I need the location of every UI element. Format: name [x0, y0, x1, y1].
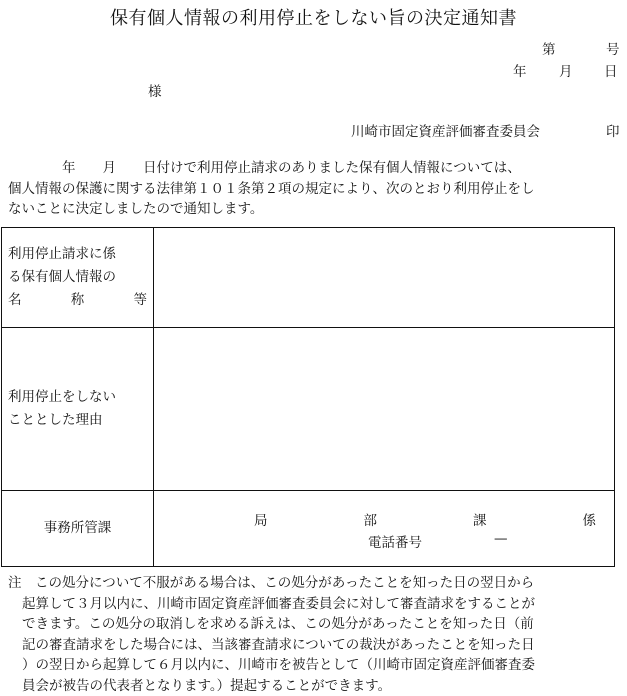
table-row-reason: [2, 328, 615, 491]
label-line: 利用停止請求に係: [8, 243, 147, 266]
label-line: る保有個人情報の: [8, 266, 147, 289]
date-month: 月: [559, 60, 573, 80]
unit-bu: 部: [364, 509, 378, 529]
label-line-spread: [8, 289, 147, 312]
date-year: 年: [513, 60, 527, 80]
body-line-3: ないことに決定しましたので通知します。: [8, 199, 620, 220]
phone-label: 電話番号: [368, 531, 422, 551]
label-target-info: [2, 228, 154, 328]
seal-in: 印: [606, 120, 620, 140]
unit-ka: 課: [473, 509, 487, 529]
note-line: ）の翌日から起算して６月以内に、川崎市を被告として（川崎市固定資産評価審査委: [8, 655, 620, 676]
date-day: 日: [604, 60, 618, 80]
label-char: 称: [71, 289, 85, 312]
label-reason: [2, 328, 154, 491]
label-char: 等: [134, 289, 148, 312]
unit-kyoku: 局: [254, 509, 268, 529]
phone-value: —: [494, 531, 508, 547]
note-line: 員会が被告の代表者となります。）提起することができます。: [8, 676, 620, 696]
number-dai: 第: [542, 38, 556, 58]
value-office: [154, 491, 615, 567]
note-line: 注 この処分について不服がある場合は、この処分があったことを知った日の翌日から: [8, 573, 620, 594]
value-reason[interactable]: [154, 328, 615, 491]
decision-table: [1, 227, 615, 567]
label-line: こととした理由: [8, 409, 147, 432]
unit-kakari: 係: [583, 509, 597, 529]
value-target-info[interactable]: [154, 228, 615, 328]
table-row-target: [2, 228, 615, 328]
number-go: 号: [606, 38, 620, 58]
sender-name: 川崎市固定資産評価審査委員会: [351, 120, 540, 140]
body-paragraph: [8, 158, 620, 220]
document-title: 保有個人情報の利用停止をしない旨の決定通知書: [0, 4, 627, 30]
label-line: 利用停止をしない: [8, 386, 147, 409]
note-section: [8, 573, 620, 696]
note-line: できます。この処分の取消しを求める訴えは、この処分があったことを知った日（前: [8, 614, 620, 635]
label-char: 名: [8, 289, 22, 312]
office-units: [254, 509, 596, 529]
body-line-2: 個人情報の保護に関する法律第１０１条第２項の規定により、次のとおり利用停止をし: [8, 179, 620, 200]
body-line-1: 年 月 日付けで利用停止請求のありました保有個人情報については、: [8, 158, 620, 179]
label-office: 事務所管課: [2, 491, 154, 567]
recipient-sama: 様: [148, 80, 162, 100]
table-row-office: [2, 491, 615, 567]
note-line: 記の審査請求をした場合には、当該審査請求についての裁決があったことを知った日: [8, 635, 620, 656]
note-line: 起算して３月以内に、川崎市固定資産評価審査委員会に対して審査請求をすることが: [8, 594, 620, 615]
